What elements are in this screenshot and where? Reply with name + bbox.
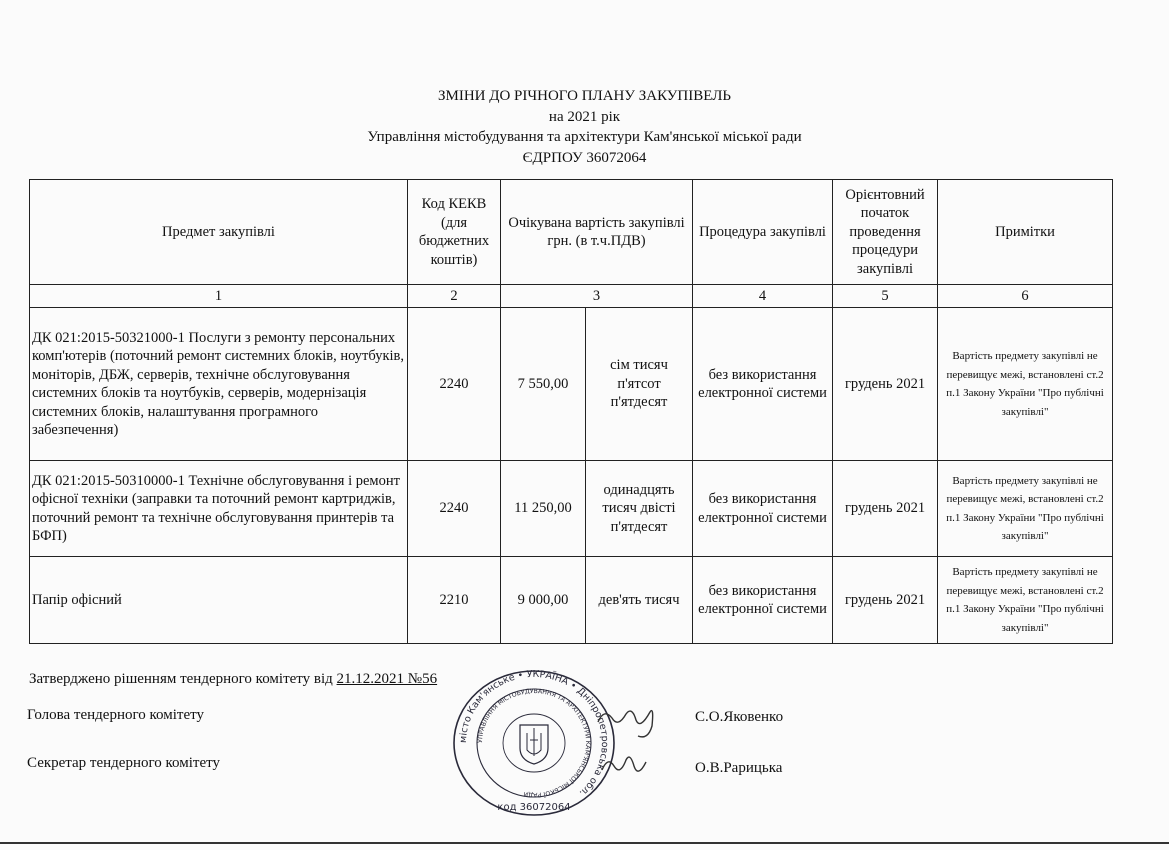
column-number-row [30,285,1113,308]
approval-text: Затверджено рішенням тендерного комітету від [29,671,337,687]
column-header: Очікувана вартість закупівлі грн. (в т.ч.ПДВ) [501,180,693,285]
secretary-name: О.В.Рарицька [695,760,783,776]
subject-cell: Папір офісний [30,557,408,644]
procedure-cell: без використання електронної системи [693,557,833,644]
note-cell: Вартість предмету закупівлі не перевищує межі, встановлені ст.2 п.1 Закону України "Про публічні закупівлі" [938,461,1113,557]
procurement-plan-table [29,179,1113,644]
procedure-cell: без використання електронної системи [693,461,833,557]
note-cell: Вартість предмету закупівлі не перевищує межі, встановлені ст.2 п.1 Закону України "Про публічні закупівлі" [938,557,1113,644]
table-row [30,308,1113,461]
amount-cell: 11 250,00 [501,461,586,557]
subject-cell: ДК 021:2015-50321000-1 Послуги з ремонту персональних комп'ютерів (поточний ремонт системних блоків, ноутбуків, моніторів, ДБЖ, серверів, технічне обслуговування системних блоків та ноутбуків, серверів, модернізація системних блоків, налаштування програмного забезпечення) [30,308,408,461]
column-header: Код КЕКВ (для бюджетних коштів) [408,180,501,285]
column-number: 4 [693,285,833,308]
stamp-code: код 36072064 [497,802,571,813]
document-year: на 2021 рік [548,108,621,125]
handwritten-signature [590,700,700,790]
organization-code: ЄДРПОУ 36072064 [522,149,647,166]
approval-line [29,671,437,688]
column-number: 5 [833,285,938,308]
table-row [30,557,1113,644]
approval-reference: 21.12.2021 №56 [336,671,438,687]
kekv-cell: 2210 [408,557,501,644]
kekv-cell: 2240 [408,461,501,557]
start-cell: грудень 2021 [833,308,938,461]
column-header: Предмет закупівлі [30,180,408,285]
column-number: 3 [501,285,693,308]
start-cell: грудень 2021 [833,557,938,644]
organization-name: Управління містобудування та архітектури Кам'янської міської ради [367,129,802,145]
table-row [30,461,1113,557]
chairman-name: С.О.Яковенко [695,709,784,725]
kekv-cell: 2240 [408,308,501,461]
stamp-inner-text: УПРАВЛІННЯ МІСТОБУДУВАННЯ ТА АРХІТЕКТУРИ КАМ'ЯНСЬКОЇ МІСЬКОЇ РАДИ [476,687,592,799]
document-header [0,86,1169,168]
column-number: 6 [938,285,1113,308]
column-number: 2 [408,285,501,308]
note-cell: Вартість предмету закупівлі не перевищує межі, встановлені ст.2 п.1 Закону України "Про публічні закупівлі" [938,308,1113,461]
amount-cell: 9 000,00 [501,557,586,644]
chairman-role: Голова тендерного комітету [27,707,204,723]
amount-words-cell: сім тисяч п'ятсот п'ятдесят [586,308,693,461]
stamp-outer-text: місто Кам'янське • УКРАЇНА • Дніпропетровська обл. [457,668,611,799]
column-header: Примітки [938,180,1113,285]
amount-words-cell: одинадцять тисяч двісті п'ятдесят [586,461,693,557]
column-header: Орієнтовний початок проведення процедури закупівлі [833,180,938,285]
column-header: Процедура закупівлі [693,180,833,285]
table-header-row [30,180,1113,285]
amount-words-cell: дев'ять тисяч [586,557,693,644]
page-bottom-border [0,842,1169,844]
secretary-role: Секретар тендерного комітету [27,755,220,771]
column-number: 1 [30,285,408,308]
procedure-cell: без використання електронної системи [693,308,833,461]
subject-cell: ДК 021:2015-50310000-1 Технічне обслуговування і ремонт офісної техніки (заправки та поточний ремонт картриджів, поточний ремонт та технічне обслуговування принтерів та БФП) [30,461,408,557]
document-title: ЗМІНИ ДО РІЧНОГО ПЛАНУ ЗАКУПІВЕЛЬ [437,88,731,104]
amount-cell: 7 550,00 [501,308,586,461]
start-cell: грудень 2021 [833,461,938,557]
